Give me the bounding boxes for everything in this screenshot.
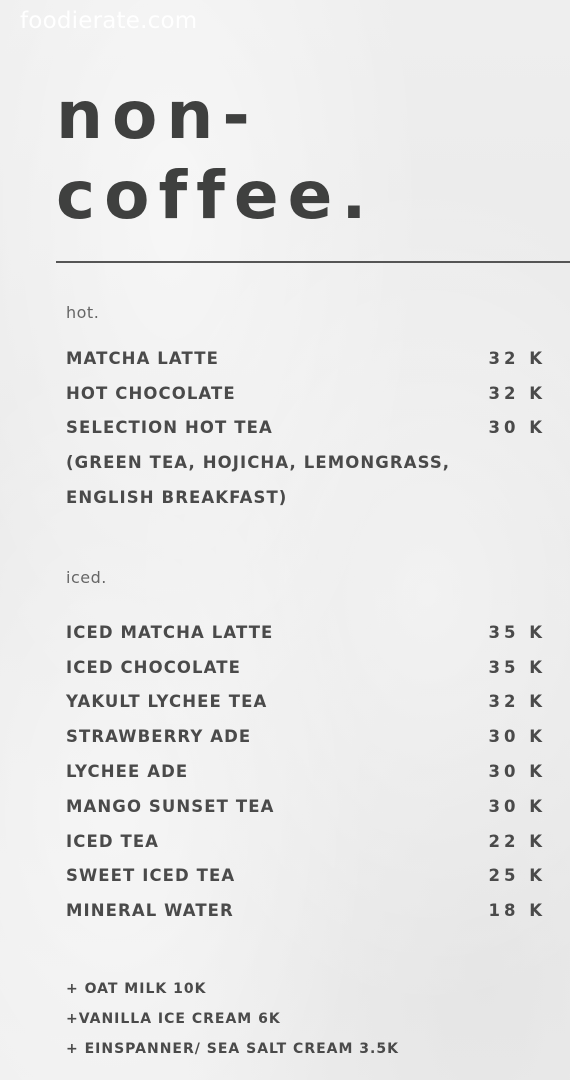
item-price: 30 K (488, 418, 546, 438)
item-name: SWEET ICED TEA (66, 866, 236, 886)
item-price: 22 K (488, 831, 546, 851)
item-name: MINERAL WATER (66, 901, 234, 921)
item-name: MATCHA LATTE (66, 348, 219, 368)
addon-item: + OAT MILK 10K (66, 981, 207, 997)
title-divider (56, 261, 570, 263)
menu-item (66, 341, 546, 376)
menu-item (66, 789, 546, 824)
section-label-iced: iced. (66, 568, 107, 587)
menu-item (66, 376, 546, 411)
menu-item-note (66, 480, 542, 515)
item-price: 35 K (488, 622, 546, 642)
menu-item (66, 859, 546, 894)
item-price: 32 K (488, 348, 546, 368)
section-label-hot: hot. (66, 303, 100, 322)
item-name: ENGLISH BREAKFAST) (66, 488, 288, 508)
menu-item-note (66, 445, 542, 480)
addons-list (66, 974, 399, 1064)
item-price: 35 K (488, 657, 546, 677)
menu-item (66, 411, 546, 446)
addon-item: + EINSPANNER/ SEA SALT CREAM 3.5K (66, 1041, 399, 1057)
item-name: STRAWBERRY ADE (66, 727, 252, 747)
item-price: 30 K (488, 727, 546, 747)
item-price: 30 K (488, 796, 546, 816)
item-name: YAKULT LYCHEE TEA (66, 692, 268, 712)
watermark: foodierate.com (20, 8, 198, 34)
item-name: LYCHEE ADE (66, 762, 189, 782)
page-title (56, 76, 376, 236)
menu-item (66, 615, 546, 650)
item-price: 30 K (488, 762, 546, 782)
menu-item (66, 893, 546, 928)
title-line-2: coffee. (56, 157, 376, 234)
item-name: (GREEN TEA, HOJICHA, LEMONGRASS, (66, 453, 451, 473)
menu-item (66, 685, 546, 720)
item-name: SELECTION HOT TEA (66, 418, 273, 438)
item-price: 32 K (488, 383, 546, 403)
menu-item (66, 719, 546, 754)
menu-item (66, 824, 546, 859)
item-name: MANGO SUNSET TEA (66, 796, 275, 816)
item-name: ICED TEA (66, 831, 160, 851)
item-price: 25 K (488, 866, 546, 886)
iced-menu-list (66, 615, 546, 928)
item-name: ICED CHOCOLATE (66, 657, 241, 677)
item-name: ICED MATCHA LATTE (66, 622, 274, 642)
item-price: 32 K (488, 692, 546, 712)
item-price: 18 K (488, 901, 546, 921)
menu-item (66, 650, 546, 685)
menu-item (66, 754, 546, 789)
hot-menu-list (66, 341, 546, 515)
addon-item: +VANILLA ICE CREAM 6K (66, 1011, 281, 1027)
title-line-1: non- (56, 77, 259, 154)
item-name: HOT CHOCOLATE (66, 383, 236, 403)
